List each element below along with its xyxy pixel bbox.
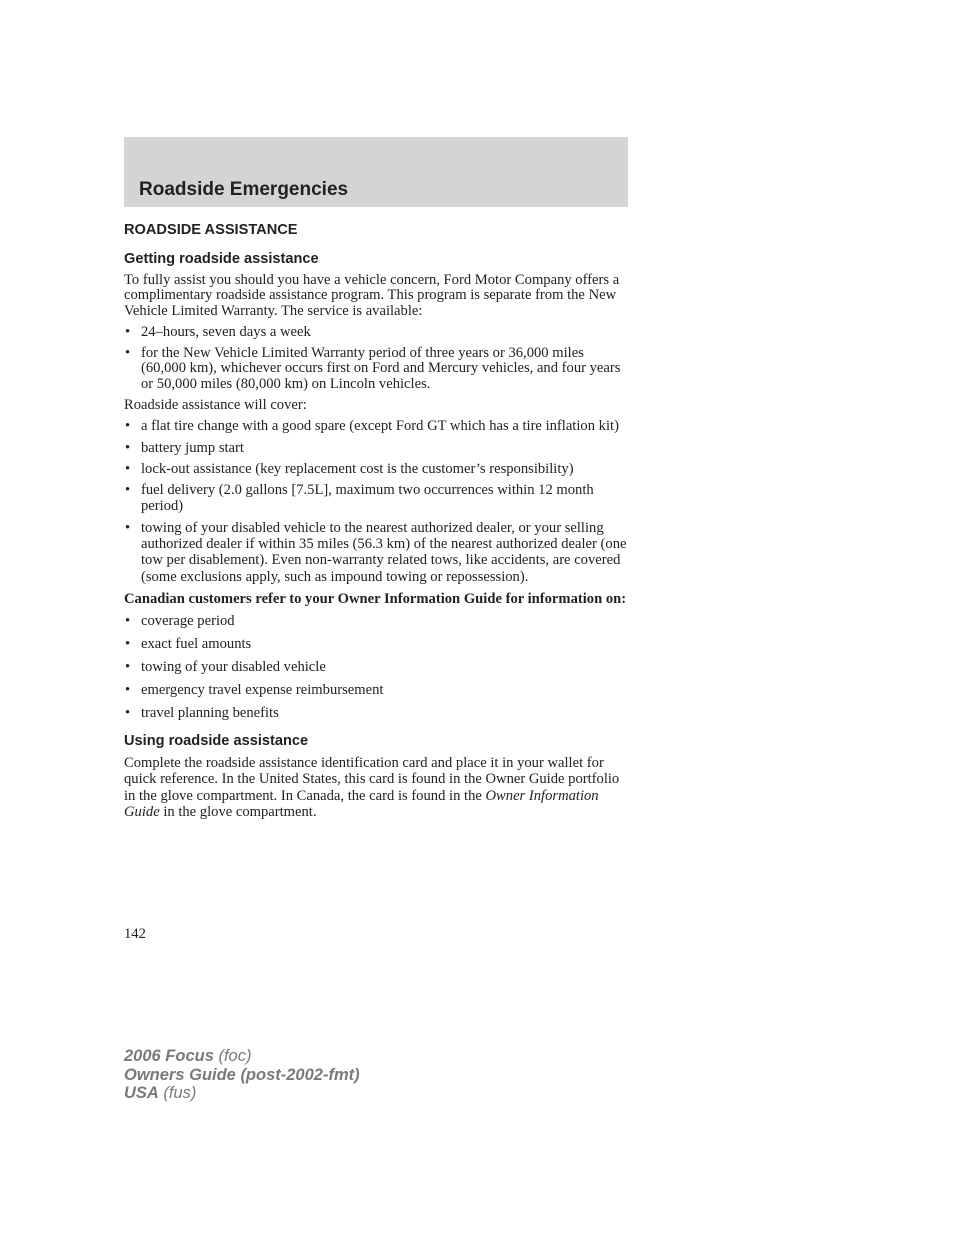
bullet-icon: • [125,658,131,675]
bullet-icon: • [125,418,131,435]
list-item: • battery jump start [125,439,244,456]
canadian-note: Canadian customers refer to your Owner Information Guide for information on: [124,591,627,608]
footer-line-1: 2006 Focus (foc) [124,1047,252,1065]
bullet-icon: • [125,681,131,698]
bullet-icon: • [125,635,131,652]
canadian-list [124,614,628,721]
using-paragraph: Complete the roadside assistance identification card and place it in your wallet for quick reference. In the United States, this card is found in the Owner Guide portfolio in the glove compartment. In Canada, the card is found in the Owner Information Guide in the glove compartment. [124,754,620,820]
owner-guide-title: Owner Information Guide [124,787,599,820]
bullet-icon: • [125,482,131,499]
bullet-icon: • [125,323,131,340]
bullet-icon: • [125,613,131,630]
coverage-list [124,419,628,585]
list-item: • emergency travel expense reimbursement [125,681,384,698]
bullet-icon: • [125,345,131,362]
footer-line-2: Owners Guide (post-2002-fmt) [124,1065,360,1084]
list-item: • lock-out assistance (key replacement cost is the customer’s responsibility) [125,460,574,477]
page-number: 142 [124,926,146,942]
bullet-icon: • [125,704,131,721]
using-heading: Using roadside assistance [124,732,309,749]
footer-line-3: USA (fus) [124,1084,197,1102]
list-item: • travel planning benefits [125,704,279,721]
list-item: • a flat tire change with a good spare (except Ford GT which has a tire inflation kit) [125,418,619,435]
list-item: • towing of your disabled vehicle to the nearest authorized dealer, or your selling authorized dealer if within 35 miles (56.3 km) of the nearest authorized dealer (one tow per disablement). Even non-warranty related tows, like accidents, are covered (some exclusions apply, such as impound towing or repossession). [125,519,627,585]
list-item: • 24–hours, seven days a week [125,323,311,340]
list-item: • coverage period [125,613,235,630]
getting-intro: To fully assist you should you have a vehicle concern, Ford Motor Company offers a complimentary roadside assistance program. This program is separate from the New Vehicle Limited Warranty. The service is available: [124,272,620,319]
getting-heading: Getting roadside assistance [124,251,319,267]
list-item: • towing of your disabled vehicle [125,658,326,675]
bullet-icon: • [125,519,131,536]
bullet-icon: • [125,439,131,456]
page-content [124,219,628,826]
cover-intro: Roadside assistance will cover: [124,397,307,414]
list-item: • for the New Vehicle Limited Warranty period of three years or 36,000 miles (60,000 km), whichever occurs first on Ford and Mercury vehicles, and four years or 50,000 miles (80,000 km) on Lincoln vehicles. [125,345,621,392]
availability-list [124,325,628,392]
main-heading: ROADSIDE ASSISTANCE [124,222,298,238]
bullet-icon: • [125,460,131,477]
section-title: Roadside Emergencies [139,179,349,200]
section-header-band [124,137,628,207]
list-item: • fuel delivery (2.0 gallons [7.5L], maximum two occurrences within 12 month period) [125,482,594,514]
list-item: • exact fuel amounts [125,635,252,652]
footer-edition-info [124,1047,360,1103]
